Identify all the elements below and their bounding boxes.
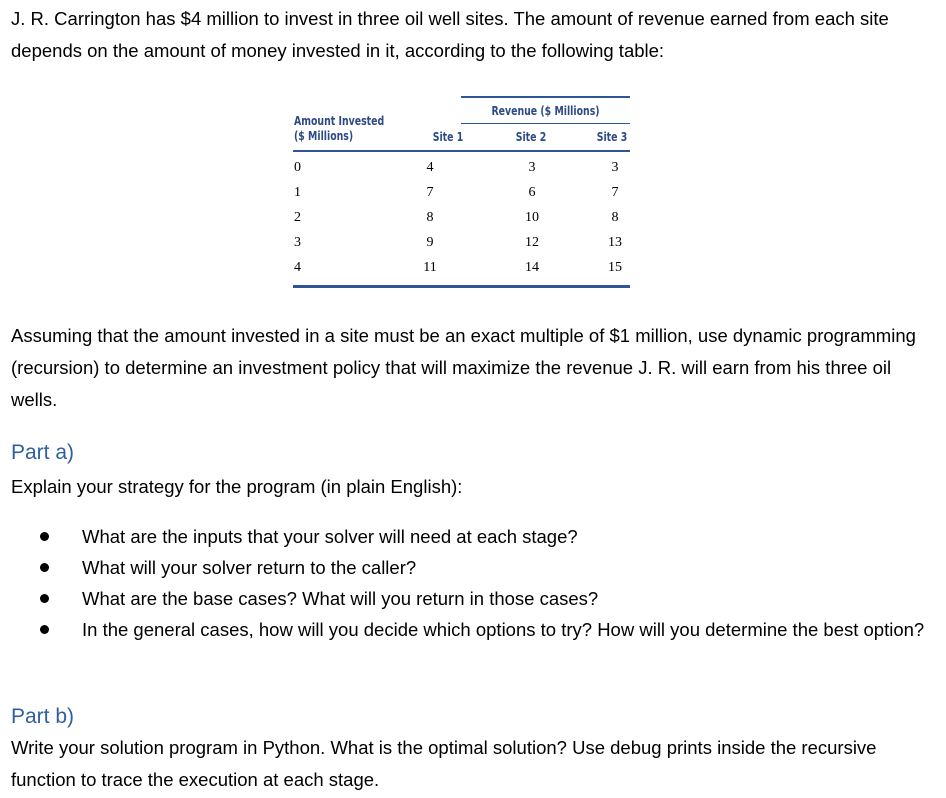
- part-b-text: Write your solution program in Python. What is the optimal solution? Use debug prints inside the recursive function to trace the execution at each stage.: [11, 737, 877, 790]
- bullet-icon: [40, 532, 49, 541]
- site3-header: Site 3: [596, 130, 628, 144]
- revenue-header: Revenue ($ Millions): [491, 104, 600, 118]
- site1-cell: 4: [426, 160, 434, 175]
- list-item: [0, 583, 946, 614]
- site1-cell: 7: [426, 185, 434, 200]
- site2-cell: 12: [525, 235, 539, 250]
- bullet-icon: [40, 625, 49, 634]
- question-text: What are the inputs that your solver will need at each stage?: [82, 526, 578, 547]
- site3-cell: 8: [611, 210, 619, 225]
- site3-cell: 13: [608, 235, 622, 250]
- site3-cell: 7: [611, 185, 619, 200]
- amount-cell: 2: [294, 210, 301, 225]
- assumption-paragraph: Assuming that the amount invested in a site must be an exact multiple of $1 million, use dynamic programming (recursion) to determine an investment policy that will maximize the revenue J. R. will earn from his three oil wells.: [11, 325, 916, 410]
- site1-cell: 11: [423, 260, 437, 275]
- amount-cell: 4: [294, 260, 301, 275]
- site2-cell: 6: [528, 185, 536, 200]
- site1-header: Site 1: [432, 130, 464, 144]
- amount-cell: 3: [294, 235, 301, 250]
- part-a-heading: Part a): [11, 441, 75, 464]
- revenue-header-rule: [461, 123, 630, 124]
- amount-cell: 1: [294, 185, 301, 200]
- list-item: [0, 521, 946, 552]
- amount-cell: 0: [294, 160, 301, 175]
- bullet-icon: [40, 594, 49, 603]
- site2-cell: 10: [525, 210, 539, 225]
- question-text: What are the base cases? What will you return in those cases?: [82, 588, 599, 609]
- site2-cell: 3: [528, 160, 536, 175]
- part-b-heading: Part b): [11, 705, 75, 728]
- site2-cell: 14: [525, 260, 539, 275]
- list-item: [0, 614, 946, 645]
- site1-cell: 8: [426, 210, 434, 225]
- table-top-rule: [461, 96, 630, 98]
- table-header-rule: [293, 150, 630, 152]
- revenue-table: [293, 96, 630, 290]
- amount-header-line2: ($ Millions): [294, 129, 354, 143]
- intro-paragraph: J. R. Carrington has $4 million to invest in three oil well sites. The amount of revenue earned from each site depends on the amount of money invested in it, according to the following table:: [11, 8, 889, 61]
- site3-cell: 3: [611, 160, 619, 175]
- table-bottom-rule: [293, 285, 630, 288]
- amount-header-line1: Amount Invested: [294, 114, 385, 128]
- site3-cell: 15: [608, 260, 622, 275]
- list-item: [0, 552, 946, 583]
- site2-header: Site 2: [515, 130, 547, 144]
- part-a-prompt: Explain your strategy for the program (in plain English):: [11, 476, 463, 497]
- part-a-questions: [0, 521, 946, 645]
- bullet-icon: [40, 563, 49, 572]
- site1-cell: 9: [426, 235, 434, 250]
- question-text: In the general cases, how will you decide which options to try? How will you determine the best option?: [82, 619, 925, 640]
- question-text: What will your solver return to the caller?: [82, 557, 417, 578]
